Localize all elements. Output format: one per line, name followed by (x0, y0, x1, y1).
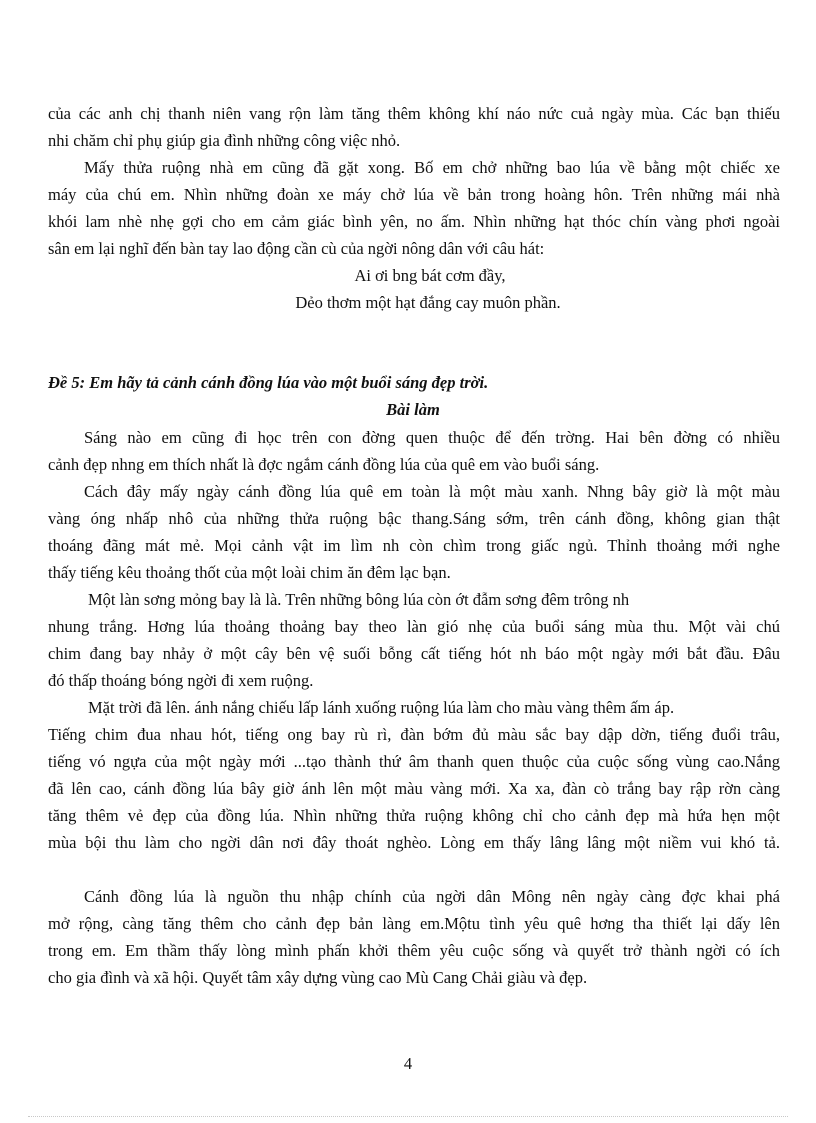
essay-subtitle: Bài làm (386, 400, 440, 419)
essay-line: mở rộng, càng tăng thêm cho cảnh đẹp bản làng em.Mộtu tình yêu quê hơng tha thiết lại dấy lên (48, 914, 780, 933)
essay-line: đó thấp thoáng bóng ngời đi xem ruộng. (48, 671, 314, 690)
essay-line: Sáng nào em cũng đi học trên con đờng quen thuộc để đến trờng. Hai bên đờng có nhiều (84, 428, 780, 447)
essay-line: trong em. Em thầm thấy lòng mình phấn khởi thêm yêu cuộc sống và quyết trở thành ngời có ích (48, 941, 780, 960)
essay-line: Cánh đồng lúa là nguồn thu nhập chính của ngời dân Mông nên ngày càng đợc khai phá (84, 887, 780, 906)
poem-line-1: Ai ơi bng bát cơm đầy, (354, 266, 506, 285)
intro-line-2: nhi chăm chỉ phụ giúp gia đình những công việc nhỏ. (48, 131, 401, 150)
essay-line: nhung trắng. Hơng lúa thoảng thoảng bay theo làn gió nhẹ của buổi sáng mùa thu. Một vài chú (48, 617, 780, 636)
essay-line: Tiếng chim đua nhau hót, tiếng ong bay rù rì, đàn bớm đủ màu sắc bay dập dờn, tiếng đuổi trâu, (48, 725, 780, 744)
intro-line-5: khói lam nhè nhẹ gợi cho em cảm giác bình yên, no ấm. Nhìn những hạt thóc chín vàng phơi ngoài (48, 212, 780, 231)
essay-line: mùa bội thu làm cho ngời dân nơi đây thoát nghèo. Lòng em thấy lâng lâng một niềm vui khó tả. (48, 833, 780, 852)
essay-line: thấy tiếng kêu thoảng thốt của một loài chim ăn đêm lạc bạn. (48, 563, 451, 582)
essay-line: chim đang bay nhảy ở một cây bên vệ suối bỗng cất tiếng hót nh báo một ngày mới bắt đầu. Đâu (48, 644, 780, 663)
essay-title: Đề 5: Em hãy tả cảnh cánh đồng lúa vào một buổi sáng đẹp trời. (48, 373, 489, 392)
page-number: 4 (403, 1054, 413, 1073)
essay-line: Một làn sơng mỏng bay là là. Trên những bông lúa còn ớt đẫm sơng đêm trông nh (88, 590, 630, 609)
essay-line: Cách đây mấy ngày cánh đồng lúa quê em toàn là một màu xanh. Nhng bây giờ là một màu (84, 482, 780, 501)
intro-line-1: của các anh chị thanh niên vang rộn làm tăng thêm không khí náo nức cuả ngày mùa. Các bạn thiếu (48, 104, 780, 123)
essay-line: cảnh đẹp nhng em thích nhất là đợc ngắm cánh đồng lúa của quê em vào buổi sáng. (48, 455, 600, 474)
essay-line: cho gia đình và xã hội. Quyết tâm xây dựng vùng cao Mù Cang Chải giàu và đẹp. (48, 968, 588, 987)
intro-line-6: sân em lại nghĩ đến bàn tay lao động cần cù của ngời nông dân với câu hát: (48, 239, 545, 258)
essay-line: tiếng vó ngựa của một ngày mới ...tạo thành thứ âm thanh quen thuộc của cuộc sống vùng cao.Nắng (48, 752, 780, 771)
essay-line: vàng óng nhấp nhô của những thửa ruộng bậc thang.Sáng sớm, trên cánh đồng, không gian thật (48, 509, 780, 528)
essay-line: Mặt trời đã lên. ánh nắng chiếu lấp lánh xuống ruộng lúa làm cho màu vàng thêm ấm áp. (88, 698, 675, 717)
intro-line-4: máy của chú em. Nhìn những đoàn xe máy chở lúa về bản trong hoàng hôn. Trên những mái nhà (48, 185, 780, 204)
essay-line: thoáng đãng mát mẻ. Mọi cảnh vật im lìm nh còn chìm trong giấc ngủ. Thỉnh thoảng mới nghe (48, 536, 780, 555)
poem-line-2: Dẻo thơm một hạt đắng cay muôn phần. (295, 293, 561, 312)
essay-line: tăng thêm vẻ đẹp của đồng lúa. Nhìn những thửa ruộng không chỉ cho cảnh đẹp mà hứa hẹn một (48, 806, 780, 825)
footer-divider (28, 1116, 788, 1117)
intro-line-3: Mấy thửa ruộng nhà em cũng đã gặt xong. Bố em chở những bao lúa về bằng một chiếc xe (84, 158, 780, 177)
essay-line: đã lên cao, cánh đồng lúa bây giờ ánh lên một màu vàng mới. Xa xa, đàn cò trắng bay rập rờn càng (48, 779, 780, 798)
